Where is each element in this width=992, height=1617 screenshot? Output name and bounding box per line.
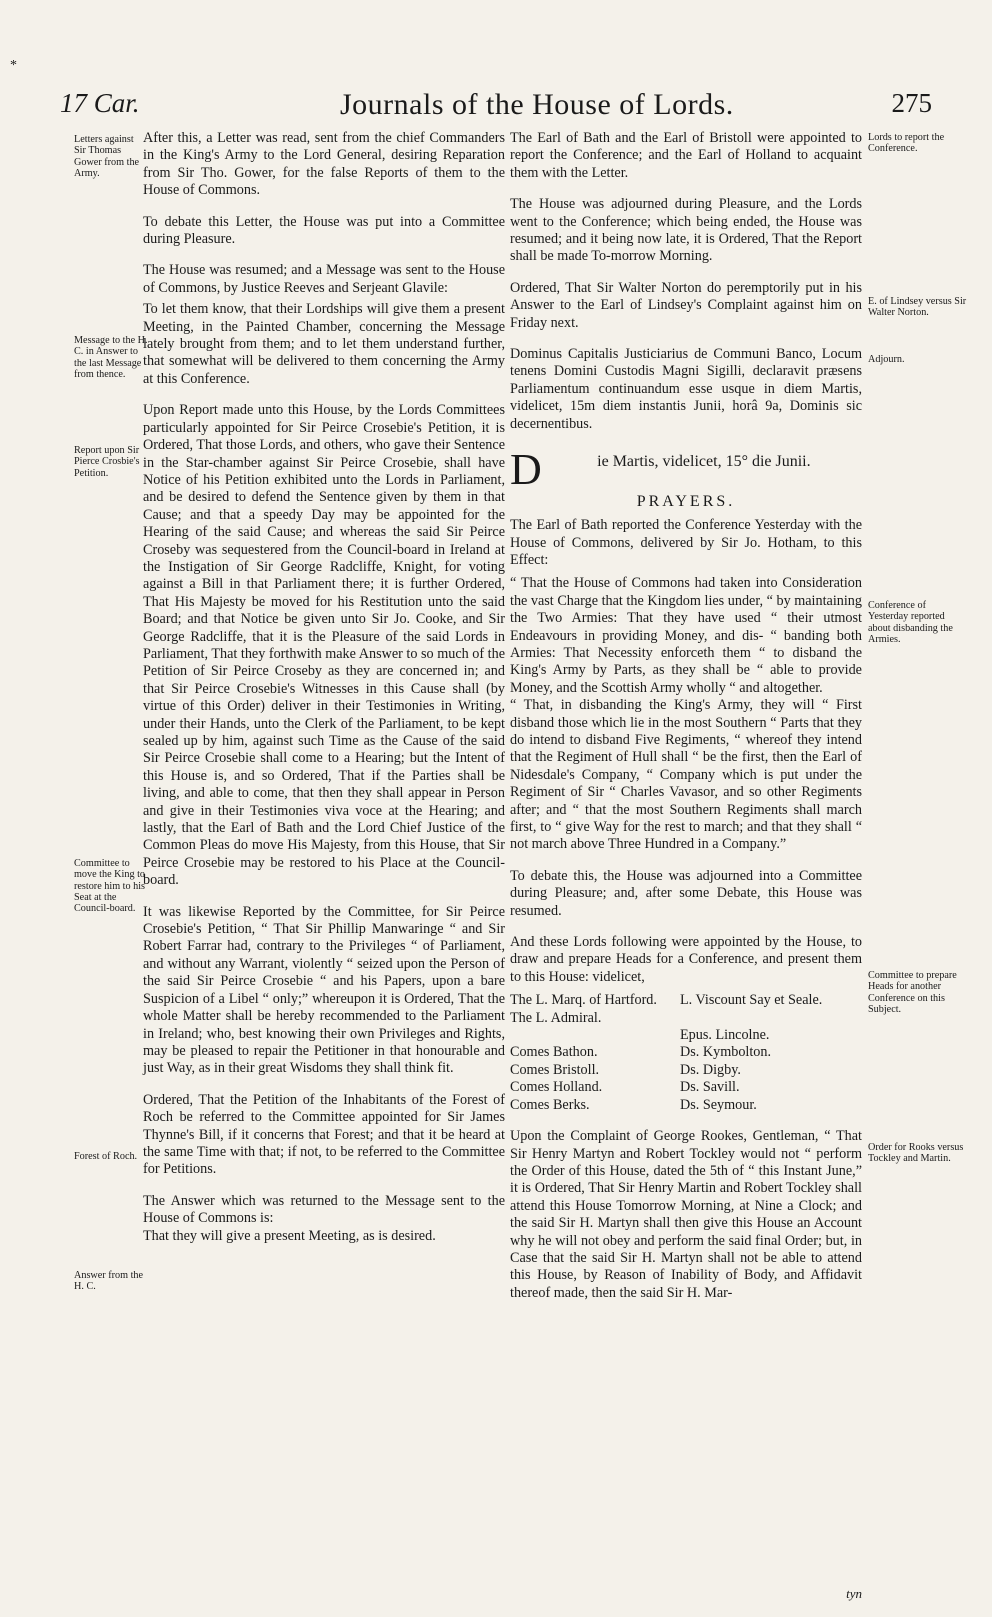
margin-note: Adjourn. <box>868 354 905 365</box>
paragraph: To debate this, the House was adjourned into a Committee during Pleasure; and, after some Debate, this House was resumed. <box>510 867 862 919</box>
header-title: Journals of the House of Lords. <box>340 88 734 121</box>
paragraph: To debate this Letter, the House was put into a Committee during Pleasure. <box>143 213 505 248</box>
paragraph: The Answer which was returned to the Message sent to the House of Commons is: <box>143 1192 505 1227</box>
paragraph: That they will give a present Meeting, as is desired. <box>143 1227 436 1244</box>
list-item: Comes Berks. Ds. Seymour. <box>510 1096 757 1113</box>
right-column <box>510 130 862 1302</box>
paragraph: Ordered, That Sir Walter Norton do peremptorily put in his Answer to the Earl of Lindsey's Complaint against him on Friday next. <box>510 279 862 331</box>
paragraph: To let them know, that their Lordships will give them a present Meeting, in the Painted Chamber, concerning the Message lately brought from them; and to let them understand further, that somewhat will be delivered to them concerning the Army at this Conference. <box>143 301 505 387</box>
list-item: The L. Admiral. <box>510 1009 602 1026</box>
paragraph: After this, a Letter was read, sent from the chief Commanders in the King's Army to the Lord General, desiring Reparation from Sir Tho. Gower, for the false Reports of them to the House of Commons. <box>143 130 505 199</box>
day-heading <box>510 445 862 495</box>
margin-note: Letters against Sir Thomas Gower from the Army. <box>74 134 140 179</box>
paragraph: The Earl of Bath and the Earl of Bristoll were appointed to report the Conference; and the Earl of Holland to acquaint them with the Letter. <box>510 130 862 181</box>
paragraph: And these Lords following were appointed by the House, to draw and prepare Heads for a Conference, and present them to this House: videlicet, <box>510 934 862 985</box>
margin-note: Forest of Roch. <box>74 1151 138 1162</box>
paragraph: The House was resumed; and a Message was sent to the House of Commons, by Justice Reeves and Serjeant Glavile: <box>143 262 505 296</box>
margin-note: Committee to move the King to restore him to his Seat at the Council-board. <box>74 858 146 915</box>
list-item: Epus. Lincolne. <box>680 1027 770 1044</box>
corner-mark: * <box>10 58 17 73</box>
list-item: Comes Bristoll. Ds. Digby. <box>510 1061 741 1078</box>
paragraph: It was likewise Reported by the Committee, for Sir Peirce Crosebie's Petition, “ That Sir Phillip Manwaringe “ and Sir Robert Farrar had, contrary to the Privileges “ of Parliament, and without any Warrant, violently “ seized upon the Person of the said Sir Peirce Crosebie “ and his Papers, upon a bare Suspicion of a Libel “ only;” whereupon it is Ordered, That the whole Matter shall be hereby recommended to the Parliament in Ireland; who, best knowing their own Privileges and Rights, may be pleased to repair the Petitioner in that honourable and just Way, as in their great Wisdoms they shall think fit. <box>143 903 505 1077</box>
margin-note: Answer from the H. C. <box>74 1270 144 1293</box>
paragraph: Upon Report made unto this House, by the Lords Committees particularly appointed for Sir Peirce Crosebie's Petition, it is Ordered, That those Lords, and others, who gave their Sentence in the Star-chamber against Sir Peirce Crosebie, shall have Notice of his Petition exhibited unto the Lords in Parliament, and be desired to defend the Sentence given by them in that Cause; and that a speedy Day may be appointed for the Hearing of the said Cause; and whereas the said Sir Peirce Croseby was sequestered from the Council-board in Ireland at the Instigation of Sir George Radcliffe, Knight, for voting against a Bill in that Parliament there; it is further Ordered, That His Majesty be moved for his Restitution unto the said Board; and that Notice be given unto Sir Jo. Cooke, and Sir George Radcliffe, that it is the Pleasure of the said Lords in Parliament, That they forthwith make Answer to so much of the Petition of Sir Peirce Croseby as they are concerned in; and that Sir Peirce Crosebie's Witnesses in this Cause shall (by virtue of this Order) deliver in their Testimonies in Writing, under their Hands, unto the Clerk of the Parliament, to be kept sealed up by him, against such Time as the Cause of the said Sir Peirce Crosebie shall come to a Hearing; but the Intent of this House is, and so Ordered, That if the Parties shall be living, and able to come, that then they shall appear in Person and give in their Testimonies viva voce at the Hearing; and lastly, that the Earl of Bath and the Lord Chief Justice of the Common Pleas do move His Majesty, from this House, that Sir Peirce Crosebie may be restored to his Place at the Council-board. <box>143 402 505 889</box>
header-regnal-year: 17 Car. <box>60 88 140 118</box>
margin-note: E. of Lindsey versus Sir Walter Norton. <box>868 296 967 319</box>
paragraph: Upon the Complaint of George Rookes, Gentleman, “ That Sir Henry Martyn and Robert Tockley would not “ perform the Order of this House, dated the 5th of “ this Instant June,” it is Ordered, That Sir Henry Martin and Robert Tockley shall attend this House Tomorrow Morning, at Nine a Clock; and the said Sir H. Martyn shall then give this House an Account why he will not obey and perform the said final Order; but, in Case that the said Sir H. Martyn shall not be able to attend this House, by Reason of Inability of Body, and Affidavit thereof made, then the said Sir H. Mar- <box>510 1128 862 1301</box>
margin-note: Order for Rooks versus Tockley and Martin. <box>868 1142 964 1165</box>
day-heading-text: ie Martis, videlicet, 15° die Junii. <box>597 453 811 471</box>
list-item: Comes Bathon. Ds. Kymbolton. <box>510 1044 772 1061</box>
paragraph: Dominus Capitalis Justiciarius de Communi Banco, Locum tenens Domini Custodis Magni Sigilli, declaravit præsens Parliamentum continuandum esse usque in diem Martis, videlicet, 15m diem instantis Junii, horâ 9a, Dominis sic decernentibus. <box>510 346 862 432</box>
list-item: Comes Holland. Ds. Savill. <box>510 1079 740 1096</box>
page-number: 275 <box>891 88 932 118</box>
margin-note: Message to the H. C. in Answer to the last Message from thence. <box>74 335 148 380</box>
list-item: The L. Marq. of Hartford. L. Viscount Say et Seale. <box>510 992 823 1009</box>
margin-note: Report upon Sir Pierce Crosbie's Petition. <box>74 445 140 479</box>
prayers-heading: PRAYERS. <box>636 493 736 511</box>
left-column <box>143 130 505 1245</box>
margin-note: Conference of Yesterday reported about disbanding the Armies. <box>868 600 953 645</box>
paragraph: “ That, in disbanding the King's Army, they will “ First disband those which lie in the most Southern “ Parts that they do intend to disband Five Regiments, “ whereof they intend that the Regiment of Hull shall “ be the first, then the Earl of Nidesdale's Company, “ Company which is put under the Regiment of Sir “ Charles Vavasor, and so other Regiments after; and “ that the most Southern Regiments shall march first, to “ give Way for the rest to march; and that they shall “ not march above Three Hundred in a Company.” <box>510 697 862 853</box>
catchword: tyn <box>846 1586 862 1601</box>
paragraph: “ That the House of Commons had taken into Consideration the vast Charge that the Kingdom lies under, “ by maintaining the Two Armies: That they have used “ their utmost Endeavours in providing Money, and dis- “ banding both Armies: That Necessity enforceth them “ to disband the King's Army by Parts, as they shall be “ able to provide Money, and the Scottish Army wholly “ and altogether. <box>510 575 862 696</box>
paragraph: Ordered, That the Petition of the Inhabitants of the Forest of Roch be referred to the Committee appointed for Sir James Thynne's Bill, if it concerns that Forest; and that it be heard at the same Time with that; if not, to be referred to the Committee for Petitions. <box>143 1091 505 1178</box>
paragraph: The Earl of Bath reported the Conference Yesterday with the House of Commons, delivered by Sir Jo. Hotham, to this Effect: <box>510 517 862 568</box>
drop-cap: D <box>510 445 542 495</box>
running-header <box>60 88 932 128</box>
margin-note: Lords to report the Conference. <box>868 132 945 155</box>
paragraph: The House was adjourned during Pleasure, and the Lords went to the Conference; which being ended, the House was resumed; and it being now late, it is Ordered, That the Report shall be made To-morrow Morning. <box>510 196 862 265</box>
lords-list <box>510 992 862 1114</box>
margin-note: Committee to prepare Heads for another Conference on this Subject. <box>868 970 957 1015</box>
